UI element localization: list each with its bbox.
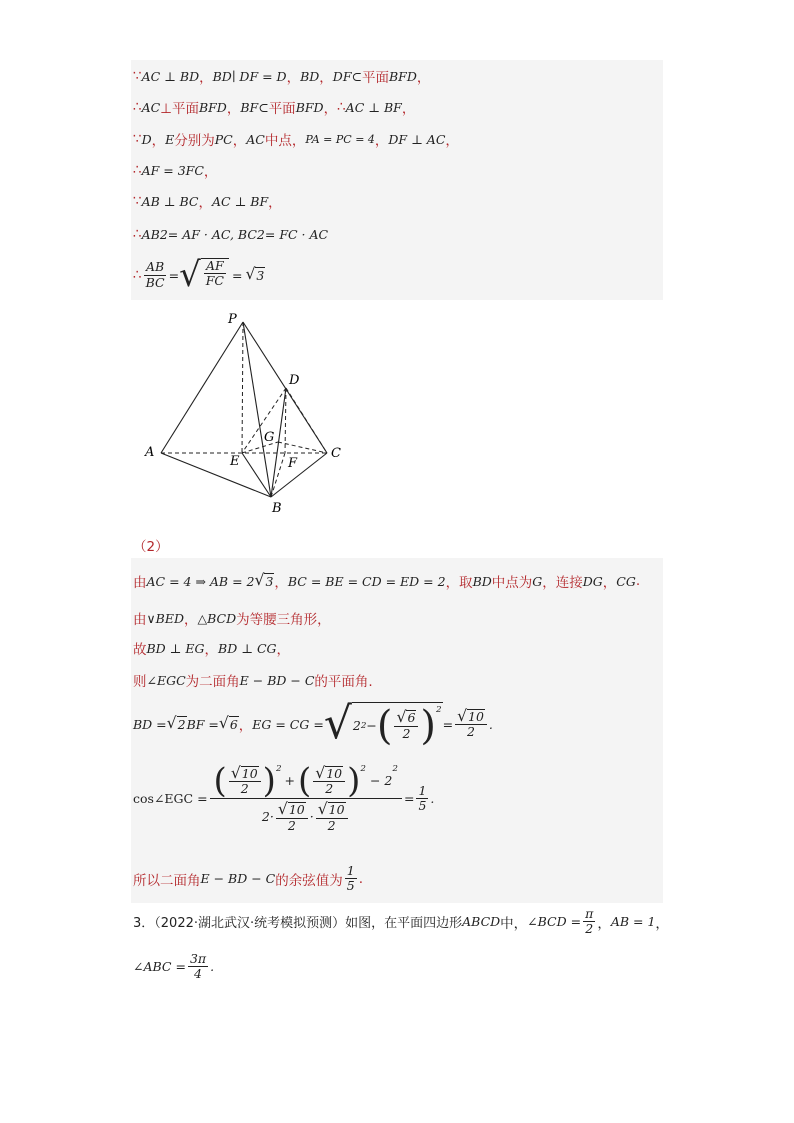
label-c: C	[331, 446, 341, 461]
pyramid-figure	[135, 305, 345, 520]
cos-fraction: ( √ 10 2 ) $^2$ + ( √ 10 2 ) $^2$ − 2 $^2$ 2· √ 10 2 · √ 10 2	[210, 764, 402, 833]
part2-line-1: 由 AC = 4 ⇒ AB = 2 √ 3 ， BC = BE = CD = ED = 2 ，取 BD 中点为 G ，连接 DG ， CG .	[133, 571, 641, 591]
label-a: A	[145, 445, 155, 460]
part2-heading: （2）	[133, 539, 169, 555]
part2-line-7: 所以二面角 E − BD − C 的余弦值为 $\frac{1}{5}$ .	[133, 863, 363, 894]
edge-eb	[242, 453, 271, 497]
label-g: G	[264, 430, 275, 445]
solution-line-3: ∵ D ， E 分别为 PC ， AC 中点， PA = PC = 4 ， DF ⊥ AC ，	[133, 131, 459, 149]
part2-line-4: 则 ∠EGC 为二面角 E − BD − C 的平面角.	[133, 672, 373, 690]
problem-3-line-2: ∠ABC = $\frac{3\pi}{4}$ .	[133, 951, 215, 982]
part2-line-3: 故 BD ⊥ EG ， BD ⊥ CG ，	[133, 640, 290, 658]
solution-line-2: ∴ AC ⊥平面 BFD ， BF⊂ 平面 BFD ， ∴ AC ⊥ BF ，	[133, 99, 416, 117]
edge-bc	[271, 453, 327, 497]
part2-line-5: BD = √ 2 BF = √ 6 ， EG = CG = √ 2 2 − ( √ 6 2 ) $^2$ = √ 10 2 .	[133, 698, 493, 749]
label-e: E	[230, 454, 240, 469]
solution-line-1: ∵ AC ⊥ BD ， BD∣ DF = D ， BD ， DF⊂ 平面 BFD ，	[133, 68, 431, 86]
label-f: F	[288, 456, 298, 471]
label-b: B	[272, 501, 282, 516]
part2-line-2: 由 ∨BED ， △BCD 为等腰三角形，	[133, 610, 331, 628]
label-d: D	[289, 373, 300, 388]
label-p: P	[228, 312, 237, 327]
solution-line-4: ∴ AF = 3FC ，	[133, 162, 218, 180]
problem-3-line-1: 3．（2022·湖北武汉·统考模拟预测）如图，在平面四边形 ABCD 中， ∠BCD = $\frac{\pi}{2}$ ， AB = 1 ，	[133, 906, 669, 937]
edge-pe	[242, 322, 243, 453]
fraction-ab-bc: $\frac{AB}{BC}$	[145, 259, 165, 290]
edge-pa	[161, 322, 243, 453]
solution-line-5: ∵ AB ⊥ BC ， AC ⊥ BF ，	[133, 193, 282, 211]
sqrt-eg-expression: √ 2 2 − ( √ 6 2 ) $^2$	[323, 698, 442, 749]
edge-pb	[243, 322, 271, 497]
sqrt-af-fc: √ $\frac{AF}{FC}$	[179, 258, 229, 292]
solution-line-7: ∴ $\frac{AB}{BC}$ = √ $\frac{AF}{FC}$ = √ 3	[133, 255, 265, 295]
solution-line-6: ∴ AB 2 = AF · AC, BC 2 = FC · AC	[133, 226, 329, 242]
part2-line-6-cos: cos∠EGC = ( √ 10 2 ) $^2$ + ( √ 10 2 ) $^2$ − 2 $^2$ 2· √ 10 2 · √ 10 2 = $\frac{1}{5}$ .	[133, 761, 435, 833]
edge-fb	[271, 453, 285, 497]
edge-ab	[161, 453, 271, 497]
